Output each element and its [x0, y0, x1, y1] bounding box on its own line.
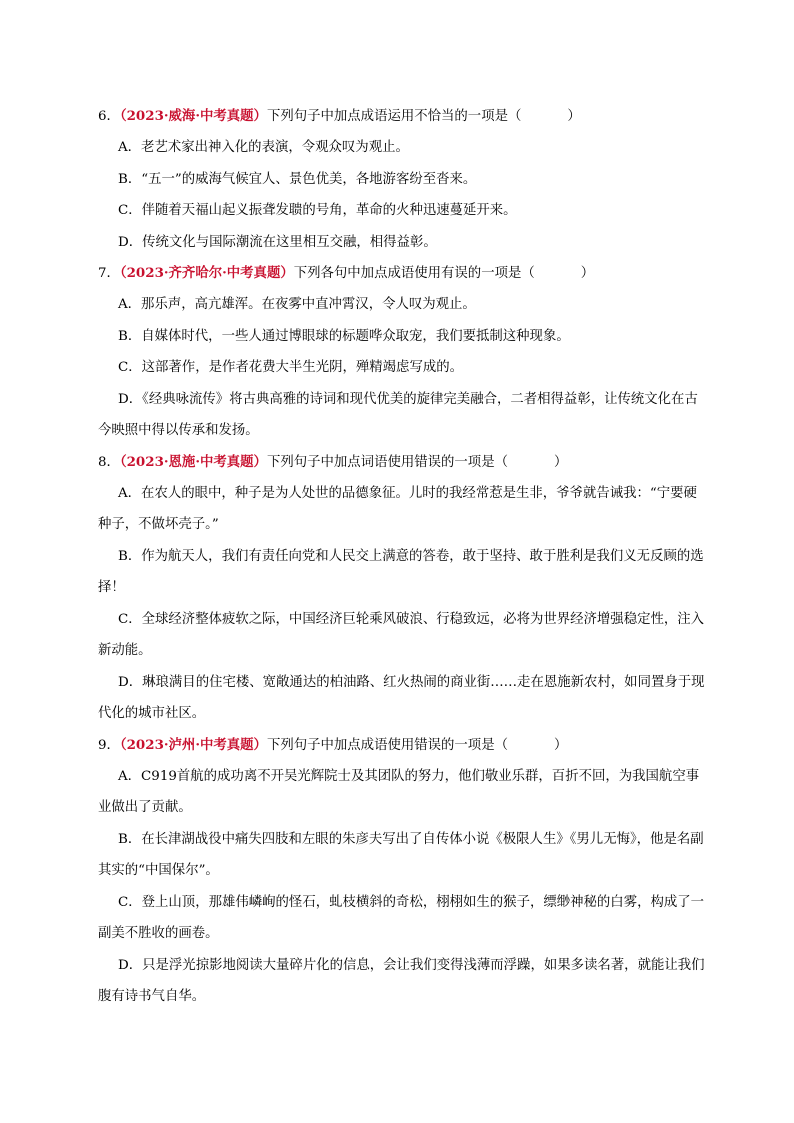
option-line: D．只是浮光掠影地阅读大量碎片化的信息，会让我们变得浅薄而浮躁，如果多读名著，就能让我们: [118, 957, 705, 973]
option-line: A．C919首航的成功离不开吴光辉院士及其团队的努力，他们敬业乐群，百折不回，为我国航空事: [118, 768, 700, 784]
question-stem: 7．（2023·齐齐哈尔·中考真题）下列各句中加点成语使用有误的一项是（ ）: [98, 265, 595, 281]
option-line: C．登上山顶，那雄伟嶙峋的怪石，虬枝横斜的奇松，栩栩如生的猴子，缥缈神秘的白雾，构成了一: [118, 894, 705, 910]
option-d[interactable]: [98, 384, 718, 447]
option-c[interactable]: [98, 887, 718, 950]
question-9: [98, 730, 718, 1013]
option-line: C．全球经济整体疲软之际，中国经济巨轮乘风破浪、行稳致远，必将为世界经济增强稳定性，注入: [118, 611, 705, 627]
question-stem: 8．（2023·恩施·中考真题）下列句子中加点词语使用错误的一项是（ ）: [98, 453, 568, 470]
option-b[interactable]: B．自媒体时代，一些人通过博眼球的标题哗众取宠，我们要抵制这种现象。: [118, 328, 570, 344]
question-source: （2023·恩施·中考真题）: [119, 453, 267, 470]
option-b[interactable]: [98, 824, 718, 887]
option-d[interactable]: [98, 667, 718, 730]
question-number: 9．: [98, 737, 120, 753]
question-stem: 6．（2023·威海·中考真题）下列句子中加点成语运用不恰当的一项是（ ）: [98, 108, 581, 124]
question-text: 下列各句中加点成语使用有误的一项是（: [293, 266, 535, 281]
question-text: 下列句子中加点词语使用错误的一项是（: [266, 454, 508, 470]
option-c[interactable]: [98, 604, 718, 667]
option-line: 新动能。: [98, 643, 152, 658]
option-c[interactable]: C．伴随着天福山起义振聋发聩的号角，革命的火种迅速蔓延开来。: [118, 203, 517, 218]
option-line: A．在农人的眼中，种子是为人处世的品德象征。儿时的我经常惹是生非，爷爷就告诫我：“宁要硬: [118, 485, 697, 501]
option-line: B．在长津湖战役中痛失四肢和左眼的朱彦夫写出了自传体小说《极限人生》《男儿无悔》，他是名副: [118, 831, 704, 847]
question-list: [98, 101, 718, 1013]
question-source: （2023·泸州·中考真题）: [119, 736, 267, 753]
option-line: 腹有诗书气自华。: [98, 989, 206, 1004]
option-line: B．作为航天人，我们有责任向党和人民交上满意的答卷，敢于坚持、敢于胜利是我们义无反顾的选: [118, 548, 704, 564]
question-source: （2023·威海·中考真题）: [119, 108, 267, 124]
question-number: 7．: [98, 266, 120, 281]
option-line: 业做出了贡献。: [98, 800, 192, 815]
option-line: 今映照中得以传承和发扬。: [98, 423, 259, 438]
option-a[interactable]: [98, 478, 718, 541]
question-number: 8．: [98, 454, 120, 470]
option-line: 代化的城市社区。: [98, 706, 206, 721]
question-source: （2023·齐齐哈尔·中考真题）: [119, 265, 294, 281]
option-line: D．《经典咏流传》将古典高雅的诗词和现代优美的旋律完美融合，二者相得益彰，让传统文化在古: [118, 391, 698, 407]
option-line: 其实的“中国保尔”。: [98, 863, 219, 878]
option-b[interactable]: [98, 541, 718, 604]
option-a[interactable]: A．老艺术家出神入化的表演，令观众叹为观止。: [118, 140, 409, 155]
option-line: 择！: [98, 580, 125, 595]
option-a[interactable]: A．那乐声，高亢雄浑。在夜雾中直冲霄汉，令人叹为观止。: [118, 297, 476, 312]
option-b[interactable]: B．“五一”的威海气候宜人、景色优美，各地游客纷至沓来。: [118, 171, 477, 187]
option-line: 副美不胜收的画卷。: [98, 926, 219, 941]
question-6: [98, 101, 718, 258]
question-stem: 9．（2023·泸州·中考真题）下列句子中加点成语使用错误的一项是（ ）: [98, 736, 568, 753]
option-line: D．琳琅满目的住宅楼、宽敞通达的柏油路、红火热闹的商业街……走在恩施新农村，如同置身于现: [118, 674, 705, 690]
question-text: 下列句子中加点成语使用错误的一项是（: [266, 737, 508, 753]
option-a[interactable]: [98, 761, 718, 824]
option-line: 种子，不做坏壳子。”: [98, 517, 219, 532]
question-text: 下列句子中加点成语运用不恰当的一项是（: [266, 109, 522, 124]
option-d[interactable]: [98, 950, 718, 1013]
question-8: [98, 447, 718, 730]
option-d[interactable]: D．传统文化与国际潮流在这里相互交融，相得益彰。: [118, 234, 437, 250]
question-number: 6．: [98, 109, 120, 124]
option-c[interactable]: C．这部著作，是作者花费大半生光阴，殚精竭虑写成的。: [118, 360, 464, 375]
question-7: [98, 258, 718, 447]
